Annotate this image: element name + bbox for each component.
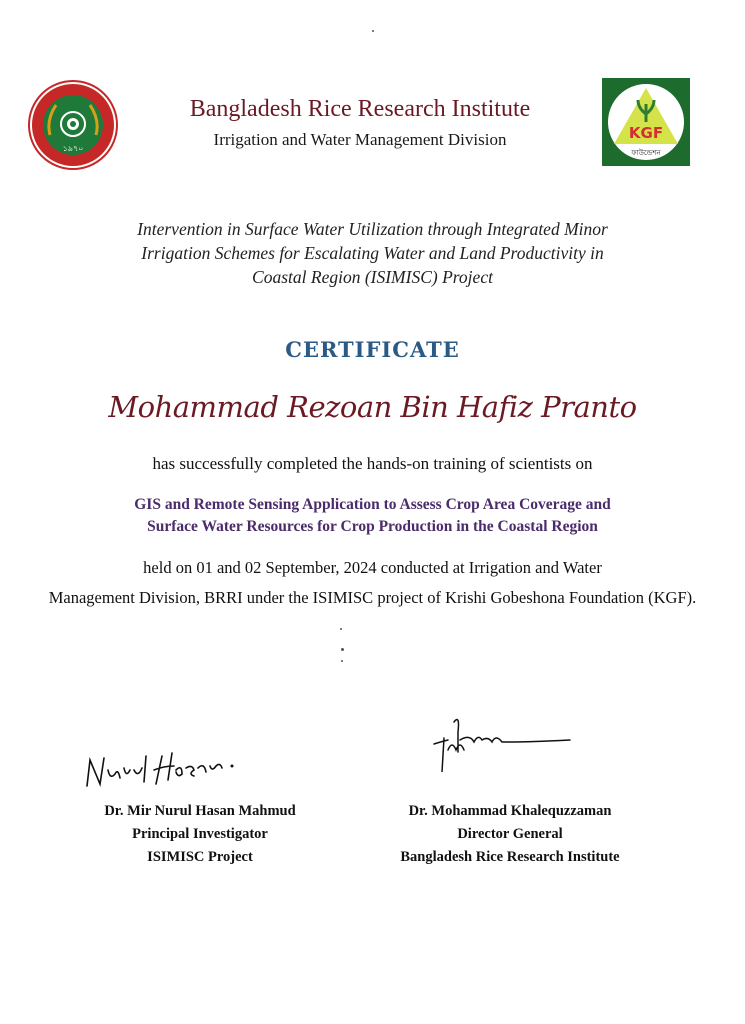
project-title-line: Intervention in Surface Water Utilization through Integrated Minor [137, 219, 608, 239]
project-title-line: Irrigation Schemes for Escalating Water and Land Productivity in [141, 243, 604, 263]
kgf-logo-icon [602, 78, 690, 166]
division-subtitle: Irrigation and Water Management Division [213, 130, 507, 149]
certificate-heading: CERTIFICATE [285, 337, 460, 362]
training-title-line: Surface Water Resources for Crop Production in the Coastal Region [147, 518, 598, 535]
signatory-org: ISIMISC Project [147, 849, 253, 865]
svg-text:ফাউন্ডেশন: ফাউন্ডেশন [631, 149, 661, 157]
project-title [60, 217, 685, 289]
signatory-left [50, 800, 350, 869]
signatory-title: Principal Investigator [132, 826, 268, 842]
recipient-name: Mohammad Rezoan Bin Hafiz Pranto [108, 390, 637, 424]
svg-text:KGF: KGF [628, 124, 664, 142]
signatory-title: Director General [457, 826, 563, 842]
training-title [40, 494, 705, 538]
signature-left [82, 748, 252, 793]
svg-text:১৯৭০: ১৯৭০ [62, 144, 84, 153]
signature-right [430, 712, 580, 772]
signatory-name: Dr. Mir Nurul Hasan Mahmud [104, 803, 296, 819]
signatory-org: Bangladesh Rice Research Institute [400, 849, 620, 865]
completion-statement: has successfully completed the hands-on training of scientists on [152, 454, 593, 473]
brri-seal-logo-icon [28, 80, 118, 170]
institute-title: Bangladesh Rice Research Institute [189, 96, 531, 122]
held-details-line-2: Management Division, BRRI under the ISIMISC project of Krishi Gobeshona Foundation (KGF). [48, 588, 697, 607]
project-title-line: Coastal Region (ISIMISC) Project [252, 267, 493, 287]
held-details-line-1: held on 01 and 02 September, 2024 conducted at Irrigation and Water [143, 558, 602, 577]
training-title-line: GIS and Remote Sensing Application to Assess Crop Area Coverage and [134, 496, 611, 513]
signatory-name: Dr. Mohammad Khalequzzaman [408, 803, 612, 819]
signatory-right [360, 800, 660, 869]
